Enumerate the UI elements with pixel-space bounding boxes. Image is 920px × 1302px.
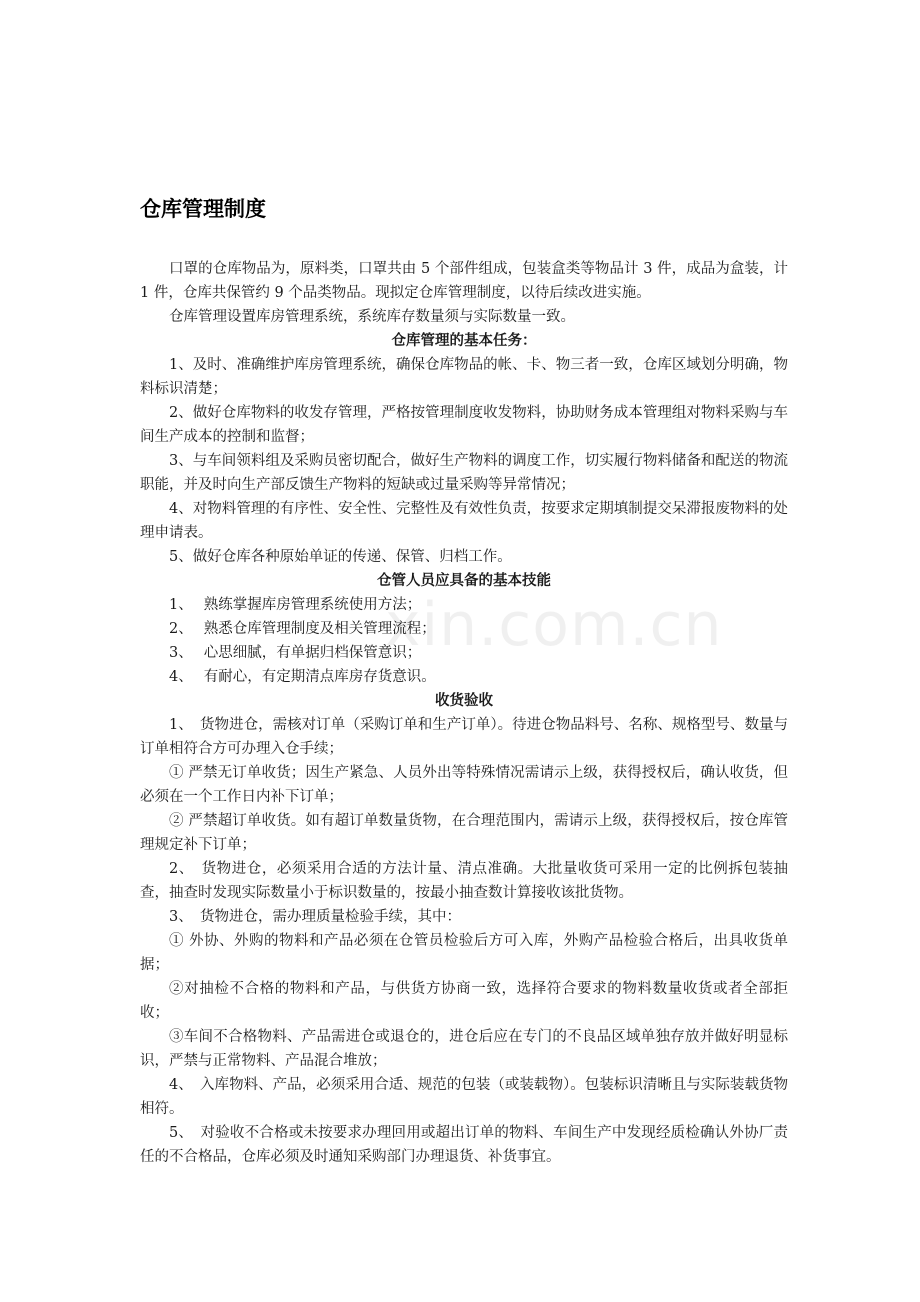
document-body bbox=[140, 257, 788, 1169]
receiving-item: ② 严禁超订单收货。如有超订单数量货物，在合理范围内，需请示上级，获得授权后，按仓库管理规定补下订单； bbox=[140, 813, 788, 853]
task-item: 2、做好仓库物料的收发存管理，严格按管理制度收发物料，协助财务成本管理组对物料采购与车间生产成本的控制和监督； bbox=[140, 405, 788, 445]
receiving-item: 5、 对验收不合格或未按要求办理回用或超出订单的物料、车间生产中发现经质检确认外协厂责任的不合格品，仓库必须及时通知采购部门办理退货、补货事宜。 bbox=[140, 1125, 788, 1165]
skill-number: 3、 bbox=[169, 645, 193, 661]
receiving-item: 2、 货物进仓，必须采用合适的方法计量、清点准确。大批量收货可采用一定的比例拆包装抽查，抽查时发现实际数量小于标识数量的，按最小抽查数计算接收该批货物。 bbox=[140, 861, 788, 901]
section-heading-receiving: 收货验收 bbox=[435, 693, 493, 709]
receiving-item: 1、 货物进仓，需核对订单（采购订单和生产订单）。待进仓物品料号、名称、规格型号、数量与订单相符合方可办理入仓手续； bbox=[140, 717, 788, 757]
intro-paragraph: 口罩的仓库物品为，原料类，口罩共由 5 个部件组成，包装盒类等物品计 3 件，成品为盒装，计 1 件，仓库共保管约 9 个品类物品。现拟定仓库管理制度，以待后续改进实施。 bbox=[140, 261, 788, 301]
section-heading-basic-tasks: 仓库管理的基本任务： bbox=[391, 333, 537, 349]
receiving-item: ③车间不合格物料、产品需进仓或退仓的，进仓后应在专门的不良品区域单独存放并做好明显标识，严禁与正常物料、产品混合堆放； bbox=[140, 1029, 788, 1069]
skill-text: 心思细腻，有单据归档保管意识； bbox=[203, 645, 422, 661]
skill-number: 4、 bbox=[169, 669, 193, 685]
task-item: 3、与车间领料组及采购员密切配合，做好生产物料的调度工作，切实履行物料储备和配送的物流职能，并及时向生产部反馈生产物料的短缺或过量采购等异常情况； bbox=[140, 453, 788, 493]
skill-item bbox=[140, 593, 788, 617]
task-item: 4、对物料管理的有序性、安全性、完整性及有效性负责，按要求定期填制提交呆滞报废物料的处理申请表。 bbox=[140, 501, 788, 541]
document-title: 仓库管理制度 bbox=[140, 197, 266, 221]
skill-item bbox=[140, 641, 788, 665]
receiving-item: ① 严禁无订单收货；因生产紧急、人员外出等特殊情况需请示上级，获得授权后，确认收货，但必须在一个工作日内补下订单； bbox=[140, 765, 788, 805]
skill-number: 1、 bbox=[169, 597, 193, 613]
task-item: 1、及时、准确维护库房管理系统，确保仓库物品的帐、卡、物三者一致，仓库区域划分明确，物料标识清楚； bbox=[140, 357, 788, 397]
task-item: 5、做好仓库各种原始单证的传递、保管、归档工作。 bbox=[169, 549, 512, 565]
skill-text: 熟悉仓库管理制度及相关管理流程； bbox=[203, 621, 436, 637]
section-heading-basic-skills: 仓管人员应具备的基本技能 bbox=[377, 573, 551, 589]
receiving-item: 4、 入库物料、产品，必须采用合适、规范的包装（或装载物）。包装标识清晰且与实际装载货物相符。 bbox=[140, 1077, 788, 1117]
receiving-item: ②对抽检不合格的物料和产品，与供货方协商一致，选择符合要求的物料数量收货或者全部拒收； bbox=[140, 981, 788, 1021]
skill-item bbox=[140, 617, 788, 641]
receiving-item: ① 外协、外购的物料和产品必须在仓管员检验后方可入库，外购产品检验合格后，出具收货单据； bbox=[140, 933, 788, 973]
watermark: xin.com.cn bbox=[385, 590, 723, 660]
intro-paragraph: 仓库管理设置库房管理系统，系统库存数量须与实际数量一致。 bbox=[169, 309, 575, 325]
skill-number: 2、 bbox=[169, 621, 193, 637]
skill-text: 熟练掌握库房管理系统使用方法； bbox=[203, 597, 422, 613]
skill-text: 有耐心，有定期清点库房存货意识。 bbox=[203, 669, 436, 685]
skill-item bbox=[140, 665, 788, 689]
receiving-item: 3、 货物进仓，需办理质量检验手续，其中： bbox=[169, 909, 461, 925]
